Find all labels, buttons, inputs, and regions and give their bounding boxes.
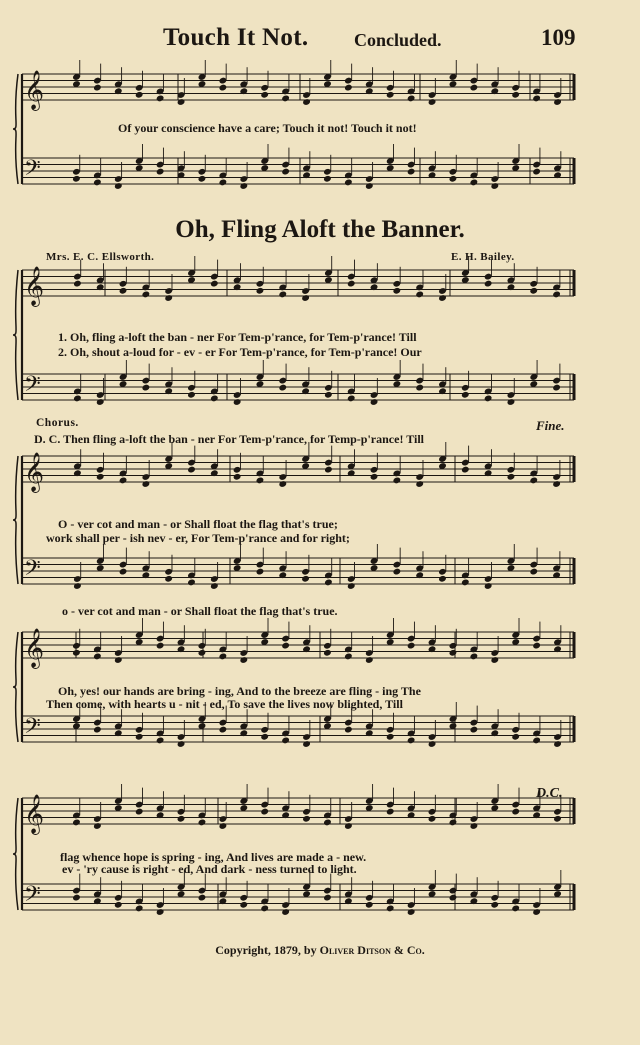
- system1-treble-note: [484, 280, 493, 288]
- system1-bass-note: [484, 395, 493, 403]
- system4-bass-note: [407, 908, 416, 916]
- system4-treble-note: [449, 819, 458, 827]
- system3-treble-note: [198, 649, 207, 657]
- system0-bass-note: [323, 175, 332, 183]
- system0-bass-note: [239, 182, 248, 190]
- system1-bass-note: [461, 391, 470, 399]
- system3-bass-note: [386, 733, 395, 741]
- system1-treble-note: [347, 280, 356, 288]
- chorus-label: Chorus.: [36, 417, 79, 429]
- system1-bass-note: [142, 384, 151, 392]
- system0-treble-note: [532, 95, 541, 103]
- system3-bass-note: [281, 737, 290, 745]
- system4-treble-note: [553, 815, 562, 823]
- system2-treble-note: [278, 480, 287, 488]
- system1-treble-note: [119, 287, 128, 295]
- system0-bass-note: [198, 175, 207, 183]
- system1-bass-note: [96, 398, 105, 406]
- system2-bass-note: [210, 582, 219, 590]
- system4-treble-note: [219, 822, 228, 830]
- song-title: Oh, Fling Aloft the Banner.: [175, 216, 465, 243]
- system4-bass-note: [281, 908, 290, 916]
- page-header-subtitle: Concluded.: [354, 30, 442, 50]
- system3-bass-clef-icon: 𝄢: [24, 714, 41, 744]
- system1-bass-note: [210, 395, 219, 403]
- system3-bass-note: [135, 733, 144, 741]
- system2-bass-note: [529, 568, 538, 576]
- system0-treble-note: [407, 95, 416, 103]
- system2-bass-note: [324, 579, 333, 587]
- system3-bass-note: [344, 726, 353, 734]
- system0-bass-note: [156, 168, 165, 176]
- system4-treble-note: [302, 815, 311, 823]
- system2-treble-note: [233, 473, 242, 481]
- system2-bass-clef-icon: 𝄢: [24, 556, 41, 586]
- system2-treble-note: [370, 473, 379, 481]
- system4-treble-note: [470, 822, 479, 830]
- system3-bass-note: [302, 740, 311, 748]
- system1-treble-note: [142, 291, 151, 299]
- system0-bass-note: [449, 175, 458, 183]
- system0-bass-note: [407, 168, 416, 176]
- system4-bass-clef-icon: 𝄢: [24, 882, 41, 912]
- system2-treble-note: [96, 473, 105, 481]
- system1-bass-note: [415, 384, 424, 392]
- system0-bass-note: [344, 179, 353, 187]
- system4-treble-note: [198, 819, 207, 827]
- system1-bass-note: [507, 398, 516, 406]
- system0-treble-note: [219, 84, 228, 92]
- system3-verse1: Oh, yes! our hands are bring - ing, And to the breeze are fling - ing The: [58, 684, 421, 698]
- system3-bass-note: [93, 726, 102, 734]
- system1-verse1: 1. Oh, fling a-loft the ban - ner For Tem-p'rance, for Tem-p'rance! Till: [58, 330, 417, 344]
- system2-treble-note: [552, 480, 561, 488]
- system0-bass-note: [490, 182, 499, 190]
- system0-bass-note: [114, 182, 123, 190]
- system3-bass-note: [532, 737, 541, 745]
- system4-treble-note: [323, 819, 332, 827]
- system2-chorus: o - ver cot and man - or Shall float the flag that's true.: [62, 604, 338, 618]
- system0-bass-note: [470, 179, 479, 187]
- copyright-prefix: Copyright, 1879, by: [215, 943, 317, 957]
- system2-treble-note: [415, 480, 424, 488]
- system4-bass-note: [365, 901, 374, 909]
- system0-treble-note: [93, 84, 102, 92]
- system4-treble-note: [72, 819, 81, 827]
- system2-treble-note: [529, 477, 538, 485]
- system1-bass-clef-icon: 𝄢: [24, 372, 41, 402]
- system3-treble-note: [72, 649, 81, 657]
- system4-bass-note: [511, 905, 520, 913]
- system0-bass-note: [281, 168, 290, 176]
- system1-treble-note: [393, 287, 402, 295]
- system3-bass-note: [219, 726, 228, 734]
- system3-treble-note: [114, 656, 123, 664]
- system0-treble-note: [470, 84, 479, 92]
- system4-treble-note: [260, 808, 269, 816]
- fine-marking: Fine.: [536, 418, 565, 433]
- system4-bass-note: [532, 908, 541, 916]
- system2-brace: [13, 456, 18, 584]
- system1-treble-clef-icon: 𝄞: [24, 266, 45, 306]
- system2-bass-note: [73, 582, 82, 590]
- copyright-publisher: Oliver Ditson & Co.: [319, 943, 425, 957]
- system2-bass-note: [347, 582, 356, 590]
- system2-treble-note: [187, 466, 196, 474]
- system3-treble-note: [490, 656, 499, 664]
- system3-treble-note: [156, 642, 165, 650]
- system1-treble-note: [529, 287, 538, 295]
- system1-treble-note: [552, 291, 561, 299]
- system4-treble-note: [135, 808, 144, 816]
- page-number: 109: [541, 25, 576, 50]
- system0-treble-note: [281, 95, 290, 103]
- system0-treble-note: [135, 91, 144, 99]
- system4-bass-note: [386, 905, 395, 913]
- system1-chorus: D. C. Then fling a-loft the ban - ner For Tem-p'rance, for Temp-p'rance! Till: [34, 432, 425, 446]
- system3-treble-note: [532, 642, 541, 650]
- system3-treble-note: [470, 653, 479, 661]
- system2-bass-note: [187, 579, 196, 587]
- system0-treble-note: [553, 98, 562, 106]
- system1-brace: [13, 270, 18, 400]
- system4-bass-note: [449, 894, 458, 902]
- system1-treble-note: [438, 294, 447, 302]
- system2-treble-note: [507, 473, 516, 481]
- system4-treble-note: [93, 822, 102, 830]
- system0-brace: [13, 74, 18, 184]
- system3-bass-note: [428, 740, 437, 748]
- system2-treble-note: [324, 466, 333, 474]
- page-header-title: Touch It Not.: [163, 24, 309, 51]
- system2-verse1: O - ver cot and man - or Shall float the flag that's true;: [58, 517, 338, 531]
- system0-treble-note: [302, 98, 311, 106]
- system3-bass-note: [260, 733, 269, 741]
- system4-treble-note: [511, 808, 520, 816]
- system1-treble-note: [210, 280, 219, 288]
- system2-treble-note: [256, 477, 265, 485]
- system4-bass-note: [323, 894, 332, 902]
- system0-treble-note: [344, 84, 353, 92]
- system4-bass-note: [239, 901, 248, 909]
- system2-bass-note: [438, 575, 447, 583]
- system4-bass-note: [198, 894, 207, 902]
- system0-treble-note: [260, 91, 269, 99]
- system0-bass-note: [219, 179, 228, 187]
- system1-bass-note: [324, 391, 333, 399]
- system0-bass-note: [532, 168, 541, 176]
- system4-bass-note: [114, 901, 123, 909]
- system2-treble-note: [119, 477, 128, 485]
- system2-bass-note: [119, 568, 128, 576]
- copyright-notice: [0, 943, 640, 958]
- system4-brace: [13, 798, 18, 910]
- system2-verse2: work shall per - ish nev - er, For Tem-p'rance and for right;: [46, 531, 350, 545]
- system2-bass-note: [256, 568, 265, 576]
- system3-treble-note: [407, 642, 416, 650]
- system3-bass-note: [156, 737, 165, 745]
- system0-treble-clef-icon: 𝄞: [24, 70, 45, 110]
- system0-bass-clef-icon: 𝄢: [24, 156, 41, 186]
- system4-verse1: flag whence hope is spring - ing, And lives are made a - new.: [60, 850, 367, 864]
- system1-bass-note: [73, 395, 82, 403]
- system4-bass-note: [135, 905, 144, 913]
- system3-bass-note: [553, 740, 562, 748]
- system0-treble-note: [428, 98, 437, 106]
- system1-treble-note: [301, 294, 310, 302]
- system1-treble-note: [415, 291, 424, 299]
- system2-treble-note: [461, 466, 470, 474]
- system2-treble-note: [142, 480, 151, 488]
- system1-bass-note: [552, 384, 561, 392]
- system1-verse2: 2. Oh, shout a-loud for - ev - er For Tem-p'rance, for Tem-p'rance! Our: [58, 345, 422, 359]
- system2-treble-clef-icon: 𝄞: [24, 452, 45, 492]
- system1-bass-note: [347, 395, 356, 403]
- system4-bass-note: [156, 908, 165, 916]
- system3-treble-note: [239, 656, 248, 664]
- system3-treble-note: [449, 649, 458, 657]
- system3-bass-note: [470, 726, 479, 734]
- system4-treble-note: [344, 822, 353, 830]
- system4-bass-note: [490, 901, 499, 909]
- system4-bass-note: [260, 905, 269, 913]
- system4-treble-note: [428, 815, 437, 823]
- dc-marking: D.C.: [536, 786, 563, 801]
- system2-bass-note: [484, 582, 493, 590]
- system0-treble-note: [386, 91, 395, 99]
- system1-treble-note: [278, 291, 287, 299]
- system1-treble-note: [164, 294, 173, 302]
- system3-treble-note: [281, 642, 290, 650]
- system3-treble-note: [219, 653, 228, 661]
- system4-treble-clef-icon: 𝄞: [24, 794, 45, 834]
- system2-bass-note: [461, 579, 470, 587]
- system0-bass-note: [72, 175, 81, 183]
- system0-bass-note: [365, 182, 374, 190]
- system4-bass-note: [72, 894, 81, 902]
- system3-bass-note: [407, 737, 416, 745]
- system2-treble-note: [393, 477, 402, 485]
- composer-credit: E. H. Bailey.: [451, 251, 515, 263]
- system3-brace: [13, 632, 18, 742]
- system3-treble-clef-icon: 𝄞: [24, 628, 45, 668]
- system2-bass-note: [301, 575, 310, 583]
- system1-bass-note: [233, 398, 242, 406]
- system3-treble-note: [323, 649, 332, 657]
- system0-treble-note: [156, 95, 165, 103]
- lyricist-credit: Mrs. E. C. Ellsworth.: [46, 251, 155, 263]
- system4-treble-note: [177, 815, 186, 823]
- system3-bass-note: [177, 740, 186, 748]
- system1-bass-note: [370, 398, 379, 406]
- system3-verse2: Then come, with hearts u - nit - ed, To save the lives now blighted, Till: [46, 697, 403, 711]
- system1-bass-note: [187, 391, 196, 399]
- system3-bass-note: [511, 733, 520, 741]
- system0-treble-note: [511, 91, 520, 99]
- system1-bass-note: [278, 384, 287, 392]
- system4-verse2: ev - 'ry cause is right - ed, And dark - ness turned to light.: [62, 862, 357, 876]
- system3-treble-note: [93, 653, 102, 661]
- system1-treble-note: [256, 287, 265, 295]
- prev-song-lyric: Of your conscience have a care; Touch it not! Touch it not!: [118, 121, 417, 135]
- system3-treble-note: [344, 653, 353, 661]
- system4-treble-note: [386, 808, 395, 816]
- system0-bass-note: [93, 179, 102, 187]
- system3-treble-note: [365, 656, 374, 664]
- system1-treble-note: [73, 280, 82, 288]
- system2-bass-note: [164, 575, 173, 583]
- system2-bass-note: [393, 568, 402, 576]
